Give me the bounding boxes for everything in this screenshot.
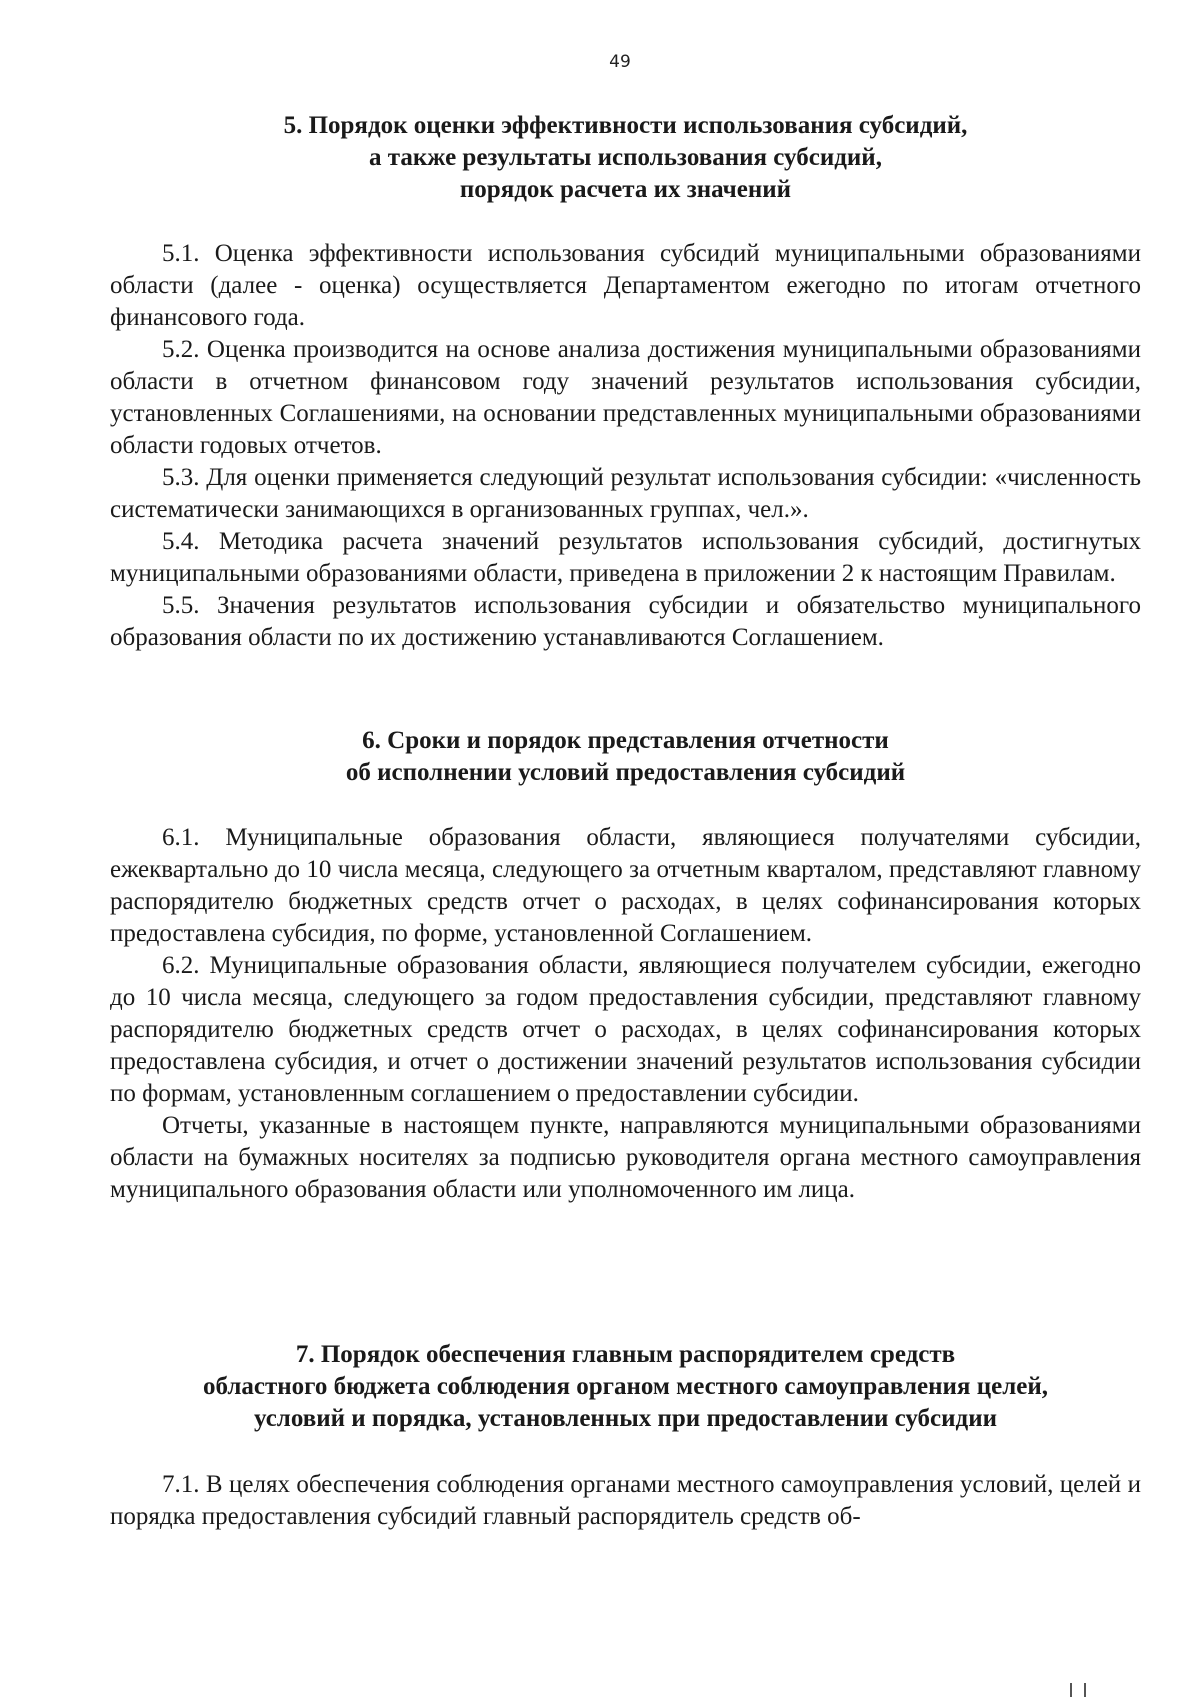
paragraph-5-1: 5.1. Оценка эффективности использования субсидий муниципальными образованиями области (далее - оценка) осуществляется Департаментом ежегодно по итогам отчетного финансового года. (110, 240, 1141, 331)
paragraph-7-1: 7.1. В целях обеспечения соблюдения органами местного самоуправления условий, целей и порядка предоставления субсидий главный распорядитель средств об- (110, 1471, 1141, 1530)
section-title-line: условий и порядка, установленных при предоставлении субсидии (253, 1405, 998, 1432)
paragraph-6-reports: Отчеты, указанные в настоящем пункте, направляются муниципальными образованиями области на бумажных носителях за подписью руководителя органа местного самоуправления муниципального образования области или уполномоченного им лица. (110, 1112, 1141, 1203)
section-7-body (110, 1469, 1141, 1533)
section-6-body (110, 822, 1141, 1206)
section-title-line: областного бюджета соблюдения органом местного самоуправления целей, (203, 1373, 1048, 1400)
scan-edge-mark (1066, 1681, 1096, 1697)
section-5-title (110, 110, 1141, 206)
paragraph-6-1: 6.1. Муниципальные образования области, являющиеся получателями субсидии, ежеквартально до 10 числа месяца, следующего за отчетным кварталом, представляют главному распорядителю бюджетных средств отчет о расходах, в целях софинансирования которых предоставлена субсидия, по форме, установленной Соглашением. (110, 824, 1141, 947)
section-title-line: 5. Порядок оценки эффективности использования субсидий, (283, 112, 968, 139)
section-title-line: 6. Сроки и порядок представления отчетности (362, 727, 889, 754)
section-title-line: об исполнении условий предоставления субсидий (345, 759, 906, 786)
section-title-line: порядок расчета их значений (459, 176, 792, 203)
section-title-line: а также результаты использования субсидий, (369, 144, 882, 171)
section-6-title (110, 725, 1141, 789)
page-number: 49 (609, 52, 631, 72)
section-7-title (110, 1339, 1141, 1435)
paragraph-5-3: 5.3. Для оценки применяется следующий результат использования субсидии: «численность систематически занимающихся в организованных группах, чел.». (110, 464, 1141, 523)
section-title-line: 7. Порядок обеспечения главным распорядителем средств (295, 1341, 956, 1368)
section-5-body (110, 238, 1141, 654)
paragraph-5-2: 5.2. Оценка производится на основе анализа достижения муниципальными образованиями области в отчетном финансовом году значений результатов использования субсидии, установленных Соглашениями, на основании представленных муниципальными образованиями области годовых отчетов. (110, 336, 1141, 459)
paragraph-5-5: 5.5. Значения результатов использования субсидии и обязательство муниципального образования области по их достижению устанавливаются Соглашением. (110, 592, 1141, 651)
paragraph-5-4: 5.4. Методика расчета значений результатов использования субсидий, достигнутых муниципальными образованиями области, приведена в приложении 2 к настоящим Правилам. (110, 528, 1141, 587)
paragraph-6-2: 6.2. Муниципальные образования области, являющиеся получателем субсидии, ежегодно до 10 числа месяца, следующего за годом предоставления субсидии, представляют главному распорядителю бюджетных средств отчет о расходах, в целях софинансирования которых предоставлена субсидия, и отчет о достижении значений результатов использования субсидии по формам, установленным соглашением о предоставлении субсидии. (110, 952, 1141, 1107)
